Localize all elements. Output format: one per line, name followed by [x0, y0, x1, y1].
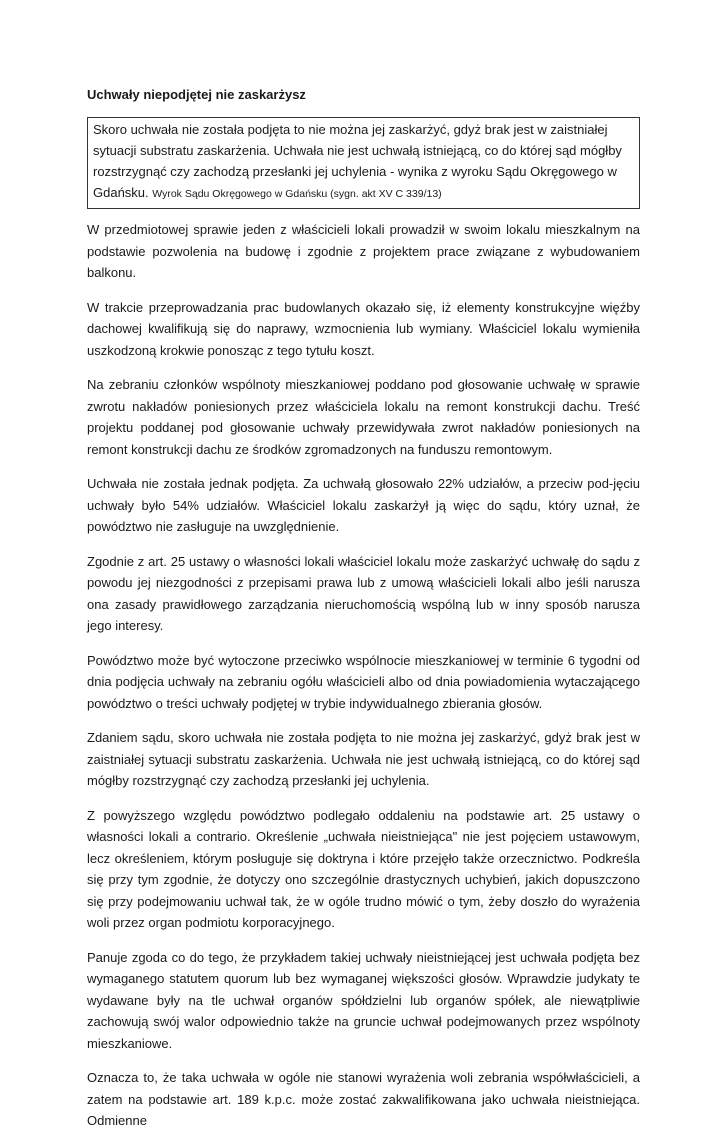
summary-box — [87, 117, 640, 209]
paragraph: Oznacza to, że taka uchwała w ogóle nie stanowi wyrażenia woli zebrania współwłaścicieli, a zatem na podstawie art. 189 k.p.c. może zostać zakwalifikowana jako uchwała nieistniejąca. Odmienne — [87, 1070, 640, 1128]
paragraph: Uchwała nie została jednak podjęta. Za uchwałą głosowało 22% udziałów, a przeciw pod-jęciu uchwały było 54% udziałów. Właściciel lokalu zaskarżył ją więc do sądu, który uznał, że powództwo nie zasługuje na uwzględnienie. — [87, 476, 640, 534]
paragraph: Powództwo może być wytoczone przeciwko wspólnocie mieszkaniowej w terminie 6 tygodni od dnia podjęcia uchwały na zebraniu ogółu właścicieli albo od dnia powiadomienia wytaczającego powództwo o treści uchwały podjętej w trybie indywidualnego zbierania głosów. — [87, 652, 640, 711]
paragraph: W trakcie przeprowadzania prac budowlanych okazało się, iż elementy konstrukcyjne więźby dachowej kwalifikują się do naprawy, wzmocnienia lub wymiany. Właściciel lokalu wymieniła uszkodzoną krokwie ponosząc z tego tytułu koszt. — [87, 299, 640, 358]
summary-text: Skoro uchwała nie została podjęta to nie można jej zaskarżyć, gdyż brak jest w zaistniałej sytuacji substratu zaskarżenia. Uchwała nie jest uchwałą istniejącą, co do której sąd mógłby rozstrzygnąć czy zachodzą przesłanki jej uchylenia - wynika z wyroku Sądu Okręgowego w Gdańsku. — [93, 122, 622, 200]
paragraph: Zdaniem sądu, skoro uchwała nie została podjęta to nie można jej zaskarżyć, gdyż brak jest w zaistniałej sytuacji substratu zaskarżenia. Uchwała nie jest uchwałą istniejącą, co do której sąd mógłby rozstrzygnąć czy zachodzą przesłanki jej uchylenia. — [87, 730, 640, 788]
paragraph: Zgodnie z art. 25 ustawy o własności lokali właściciel lokalu może zaskarżyć uchwałę do sądu z powodu jej niezgodności z przepisami prawa lub z umową właścicieli lokali albo jeśli narusza ona zasady prawidłowego zarządzania nieruchomością wspólną lub w inny sposób narusza jego interesy. — [87, 553, 640, 633]
article-title: Uchwały niepodjętej nie zaskarżysz — [87, 87, 306, 102]
document-page — [87, 86, 640, 1145]
paragraph: W przedmiotowej sprawie jeden z właścicieli lokali prowadził w swoim lokalu mieszkalnym na podstawie pozwolenia na budowę i zgodnie z projektem prace związane z wybudowaniem balkonu. — [87, 222, 640, 280]
summary-source: Wyrok Sądu Okręgowego w Gdańsku (sygn. akt XV C 339/13) — [152, 188, 442, 200]
paragraph: Na zebraniu członków wspólnoty mieszkaniowej poddano pod głosowanie uchwałę w sprawie zwrotu nakładów poniesionych przez właściciela lokalu na remont konstrukcji dachu. Treść projektu poddanej pod głosowanie uchwały przewidywała zwrot nakładów poniesionych na remont konstrukcji dachu ze środków zgromadzonych na funduszu remontowym. — [87, 377, 640, 457]
paragraph: Panuje zgoda co do tego, że przykładem takiej uchwały nieistniejącej jest uchwała podjęta bez wymaganego statutem quorum lub bez wymaganej większości głosów. Wprawdzie judykaty te wydawane były na tle uchwał organów spółdzielni lub organów spółek, ale niewątpliwie zachowują swój walor odpowiednio także na gruncie uchwał podejmowanych przez wspólnoty mieszkaniowe. — [87, 949, 640, 1051]
paragraph: Z powyższego względu powództwo podlegało oddaleniu na podstawie art. 25 ustawy o własności lokali a contrario. Określenie „uchwała nieistniejąca" nie jest pojęciem ustawowym, lecz określeniem, którym posługuje się doktryna i które przejęło także orzecznictwo. Podkreśla się przy tym zgodnie, że dotyczy ono szczególnie drastycznych uchybień, jakich dopuszczono się przy podejmowaniu uchwał tak, że w ogóle trudno mówić o tym, żeby doszło do wyrażenia woli przez organ podmiotu korporacyjnego. — [87, 807, 640, 930]
